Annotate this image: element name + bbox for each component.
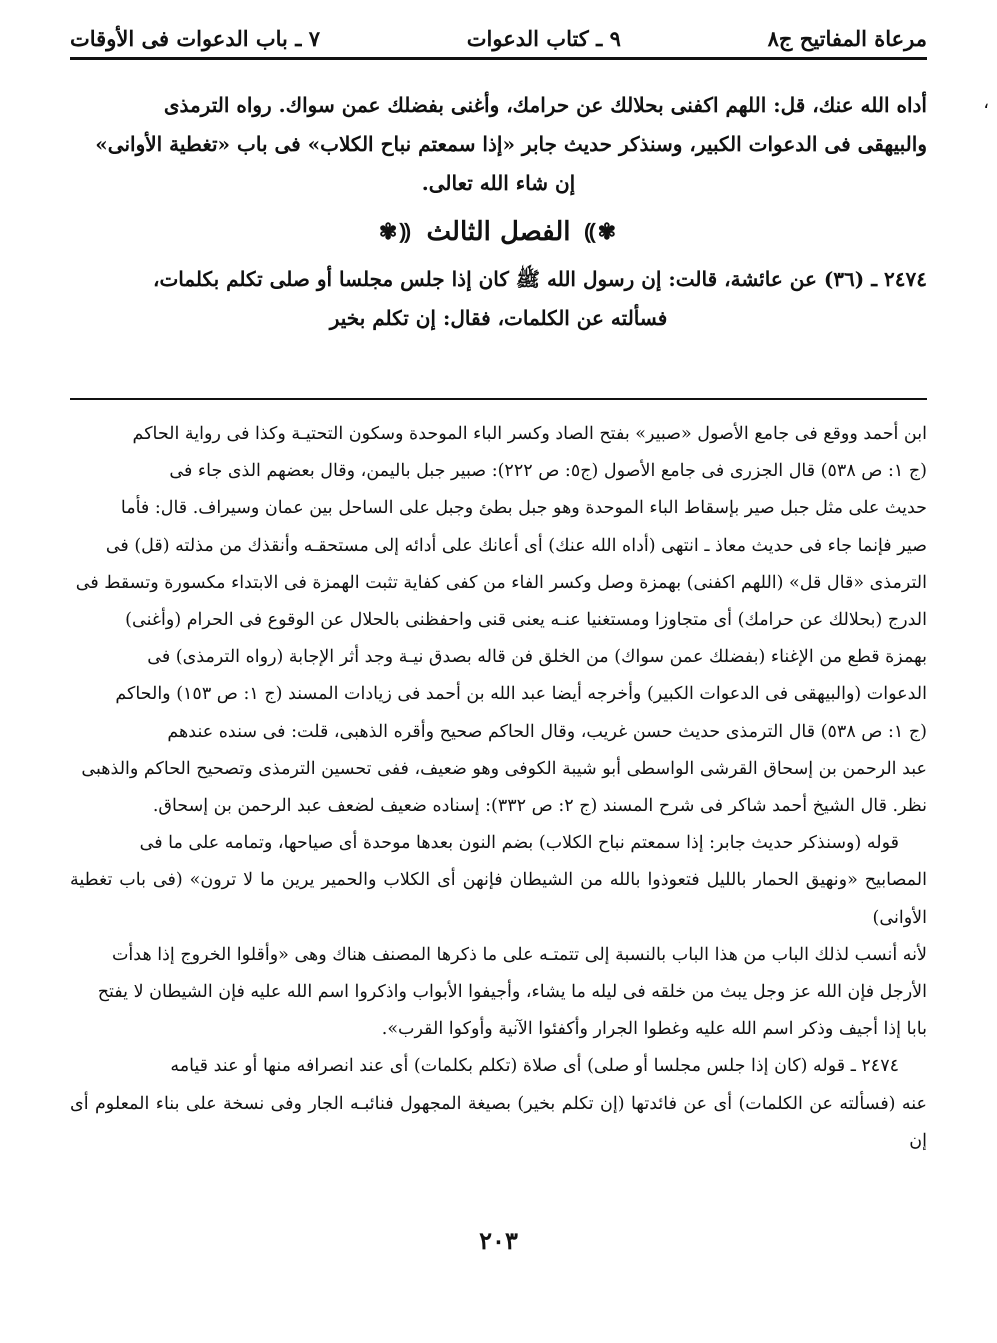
commentary-line: ٢٤٧٤ ـ قوله (كان إذا جلس مجلسا أو صلى) أى صلاة (تكلم بكلمات) أى عند انصرافه منها أو عند قيامه — [170, 1056, 899, 1077]
header-chapter-title: ٧ ـ باب الدعوات فى الأوقات — [70, 26, 320, 51]
commentary-line: صير فإنما جاء فى حديث معاذ ـ انتهى (أداه الله عنك) أى أعانك على أدائه إلى مستحقـه وأنقذك من مذلته (قل) فى — [105, 535, 927, 556]
commentary-line: بهمزة قطع من الإغناء (بفضلك عمن سواك) من الخلق فن قاله بصدق نيـة وجد أثر الإجابة (رواه الترمذى) فى — [147, 647, 927, 668]
main-text-line: أداه الله عنك، قل: اللهم اكفنى بحلالك عن حرامك، وأغنى بفضلك عمن سواك. رواه الترمذى — [163, 93, 927, 117]
commentary-line: نظر. قال الشيخ أحمد شاكر فى شرح المسند (ج ٢: ص ٣٣٢): إسناده ضعيف لضعف عبد الرحمن بن إسحاق. — [152, 796, 927, 817]
commentary-line: الأرجل فإن الله عز وجل يبث من خلقه فى ليله ما يشاء، وأجيفوا الأبواب واذكروا اسم الله عليه فإن الشيطان لا يفتح — [97, 982, 927, 1003]
main-text — [70, 86, 927, 338]
footnote-separator — [70, 398, 927, 400]
section-heading — [70, 213, 927, 252]
commentary-line: بابا إذا أجيف وذكر اسم الله عليه وغطوا الجرار وأكفئوا الآنية وأوكوا القرب». — [381, 1019, 927, 1040]
header-book-title: ٩ ـ كتاب الدعوات — [466, 26, 621, 51]
ornament-icon: ✾⸩ — [584, 219, 619, 245]
hadith-text: فسألته عن الكلمات، فقال: إن تكلم بخير — [329, 306, 668, 330]
section-title: الفصل الثالث — [426, 217, 571, 247]
margin-mark: ، — [983, 92, 989, 113]
commentary-line: الدعوات (والبيهقى فى الدعوات الكبير) وأخرجه أيضا عبد الله بن أحمد فى زيادات المسند (ج ١: ص ١٥٣) والحاكم — [115, 684, 927, 705]
commentary-line: لأنه أنسب لذلك الباب من هذا الباب بالنسبة إلى تتمتـه على ما ذكرها المصنف هناك وهى «وأقلوا الخروج إذا هدأت — [111, 944, 927, 965]
header-volume-title: مرعاة المفاتيح ج٨ — [767, 26, 927, 51]
commentary-line: (ج ١: ص ٥٣٨) قال الترمذى حديث حسن غريب، وقال الحاكم صحيح وأقره الذهبى، قلت: فى سنده عندهم — [167, 721, 927, 742]
commentary-line: المصابيح «ونهيق الحمار بالليل فتعوذوا بالله من الشيطان فإنهن أى الكلاب والحمير يرين ما لا ترون» (فى باب تغطية الأوانى) — [70, 870, 927, 928]
main-text-line: والبيهقى فى الدعوات الكبير، وسنذكر حديث جابر «إذا سمعتم نباح الكلاب» فى باب «تغطية الأوانى» — [95, 132, 927, 156]
commentary-line: ابن أحمد ووقع فى جامع الأصول «صبير» بفتح الصاد وكسر الباء الموحدة وسكون التحتيـة وكذا فى رواية الحاكم — [132, 424, 927, 444]
commentary-line: الدرج (بحلالك عن حرامك) أى متجاوزا ومستغنيا عنـه يعنى قنى واحفظنى بالحلال عن الوقوع فى الحرام (وأغنى) — [125, 610, 927, 631]
main-text-line: إن شاء الله تعالى. — [421, 171, 576, 195]
commentary-block — [70, 416, 927, 1160]
commentary-line: عبد الرحمن بن إسحاق القرشى الواسطى أبو شيبة الكوفى وهو ضعيف، ففى تحسين الترمذى وتصحيح الحاكم والذهبى — [81, 758, 927, 779]
ornament-icon: ⸨✾ — [378, 219, 413, 245]
commentary-line: حديث على مثل جبل صير بإسقاط الباء الموحدة وهو جبل بطئ وجبل على الساحل بين عمان وسيراف. قال: فأما — [120, 498, 927, 519]
page-number: ٢٠٣ — [479, 1226, 518, 1255]
running-header — [70, 16, 927, 60]
commentary-line: الترمذى «قال قل» (اللهم اكفنى) بهمزة وصل وكسر الفاء من كفى كفاية تثبت الهمزة فى الابتداء مكسورة وتسقط فى — [75, 572, 927, 593]
commentary-line: قوله (وسنذكر حديث جابر: إذا سمعتم نباح الكلاب) بضم النون بعدها موحدة أى صياحها، وتمامه على ما فى — [139, 833, 899, 854]
commentary-line: عنه (فسألته عن الكلمات) أى عن فائدتها (إن تكلم بخير) بصيغة المجهول فنائبـه الجار وفى نسخة على بناء المعلوم أى إن — [70, 1093, 927, 1151]
commentary-line: (ج ١: ص ٥٣٨) قال الجزرى فى جامع الأصول (ج٥: ص ٢٢٢): صبير جبل باليمن، وقال بعضهم الذى جاء فى — [169, 461, 927, 482]
hadith-text: ٢٤٧٤ ـ (٣٦) عن عائشة، قالت: إن رسول الله ﷺ كان إذا جلس مجلسا أو صلى تكلم بكلمات، — [152, 267, 927, 291]
